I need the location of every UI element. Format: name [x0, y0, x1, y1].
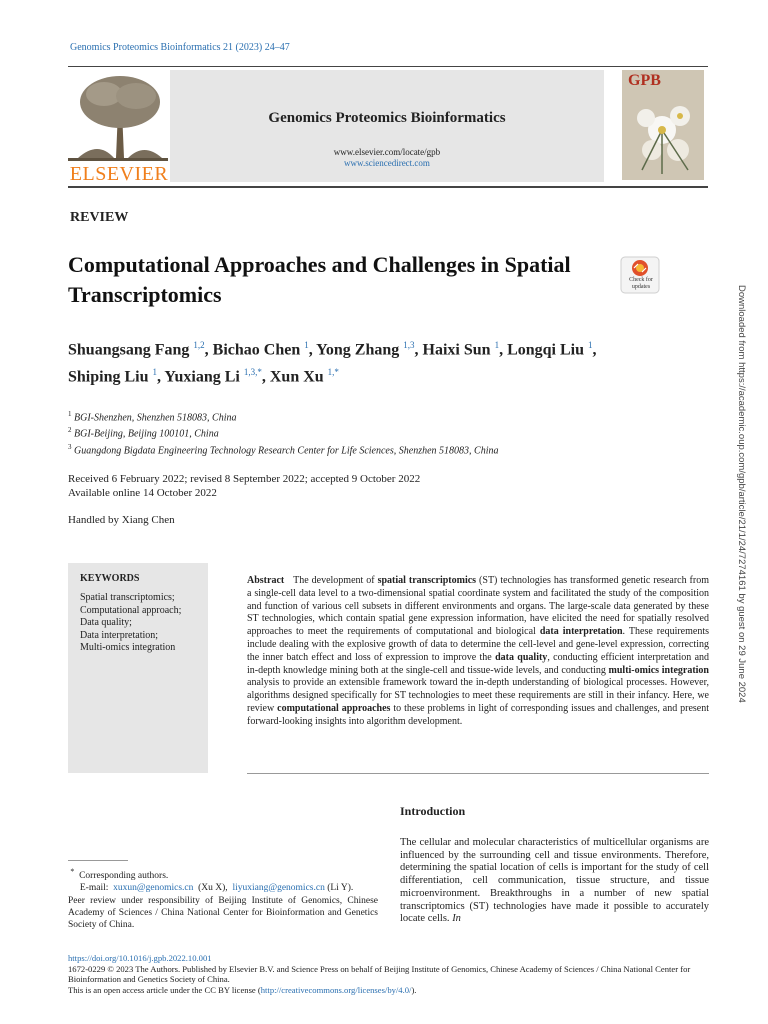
author-affiliation-ref[interactable]: 1,2 [193, 340, 205, 350]
received-dates: Received 6 February 2022; revised 8 September 2022; accepted 9 October 2022 [68, 473, 421, 485]
keyword-item: Data quality; [80, 617, 132, 628]
keyword-item: Spatial transcriptomics; [80, 592, 175, 603]
abstract-text: The development of [293, 575, 375, 586]
corresponding-note [68, 866, 378, 882]
author-name: Bichao Chen [212, 341, 301, 359]
author-affiliation-ref[interactable]: 1 [304, 340, 309, 350]
license-link[interactable]: http://creativecommons.org/licenses/by/4.0/ [260, 984, 412, 995]
author-affiliation-ref[interactable]: 1,3 [403, 340, 415, 350]
keyword-item: Multi-omics integration [80, 642, 176, 653]
abstract-text: to these problems in light of corresponding issues and challenges, and present forward-looking insights into algorithm development. [247, 702, 710, 727]
abstract-keyword: spatial transcriptomics [377, 575, 477, 586]
abstract-label: Abstract [247, 575, 285, 586]
footnote-marker: * [70, 867, 75, 876]
sciencedirect-link[interactable]: www.sciencedirect.com [344, 158, 430, 168]
footnote [68, 866, 378, 932]
copyright-block [68, 953, 708, 995]
download-watermark [733, 285, 749, 755]
author-affiliation-ref[interactable]: 1 [494, 340, 500, 350]
abstract-text: (ST) technologies has transformed genetic research from a single-cell data level to a two-dimensional spatial coordinate system and facilitated the study of the composition and function of various cell subsets in different environments and organs. The large-scale data generated by these ST technologies, which contain spatial gene expression information, have elicited the need for spatially resolved approaches to meet the requirements of computational and biological [247, 575, 709, 638]
author-name: Shuangsang Fang [68, 341, 190, 359]
author-name: Haixi Sun [422, 341, 491, 359]
available-online-date: Available online 14 October 2022 [68, 487, 217, 499]
author-name: Yuxiang Li [164, 368, 240, 386]
abstract-text: , conducting efficient interpretation and in-depth knowledge mining both at the single-cell and tissue-wide levels, and conducting [247, 651, 710, 676]
author-list: Shuangsang Fang $^{1,2}$, Bichao Chen $^1$, Yong Zhang $^{1,3}$, Haixi Sun $^1$, Longqi Liu $^1$, Shiping Liu $^1$, Yuxiang Li $^{1,3,*}$, Xun Xu $^{1,*}$ [68, 340, 597, 386]
email-owner: (Li Y). [327, 883, 354, 894]
license-line [68, 985, 708, 996]
keyword-item: Data interpretation; [80, 629, 159, 641]
abstract-text: . These requirements include dealing with the explosive growth of data to determine the cell-level and gene-level expression, correcting the inner batch effect and loss of expression to improve the [247, 626, 709, 663]
keywords-list [80, 592, 181, 655]
author-name: Xun Xu [269, 368, 324, 386]
license-text-end: ). [411, 984, 417, 995]
introduction-text: The cellular and molecular characteristics of multicellular organisms are influenced by the surrounding cell and tissue environments. Therefore, determining the spatial location of cells is important for the study of cell differentiation, cell communication, tissue structure, and tissue microenvironment. Breakthroughs in a number of new spatial transcriptomics (ST) technologies have made it possible to accurately locate cells. [400, 837, 709, 925]
author-affiliation-ref[interactable]: 1 [588, 340, 593, 350]
top-rule [68, 66, 708, 67]
author-affiliation-ref[interactable]: 1,3,* [243, 367, 262, 378]
abstract-rule [247, 773, 709, 774]
affiliation [68, 408, 708, 424]
elsevier-wordmark: ELSEVIER [69, 163, 169, 185]
license-text: This is an open access article under the CC BY license ( [68, 984, 261, 995]
abstract [247, 575, 709, 729]
author-affiliation-ref[interactable]: 1 [152, 367, 157, 378]
journal-reference[interactable]: Genomics Proteomics Bioinformatics 21 (2023) 24–47 [70, 42, 290, 53]
affiliations [68, 408, 708, 457]
download-watermark-text: Downloaded from https://academic.oup.com/gpb/article/21/1/24/7274161 by guest on 29 June 2024 [736, 285, 747, 703]
affiliation-text: BGI-Beijing, Beijing 100101, China [74, 428, 219, 440]
author-name: Shiping Liu [68, 368, 149, 386]
abstract-keyword: data quality [495, 651, 548, 663]
check-for-updates-label[interactable]: Check for updates [629, 277, 653, 290]
author-affiliation-ref[interactable]: 1,* [327, 367, 339, 378]
affiliation-number: 3 [68, 442, 72, 451]
abstract-text: analysis to provide an extensible framework toward the in-depth understanding of biological processes. However, algorithms designed specifically for ST technologies to meet these requirements are still in their infancy. Here, we review [247, 677, 709, 714]
introduction-heading: Introduction [400, 804, 466, 818]
peer-review-note: Peer review under responsibility of Beijing Institute of Genomics, Chinese Academy of Sciences / China National Center for Bioinformation and Genetics Society of China. [68, 895, 378, 931]
affiliation-text: BGI-Shenzhen, Shenzhen 518083, China [74, 412, 237, 424]
introduction-trailing-word: In [452, 913, 461, 925]
article-title: Computational Approaches and Challenges in Spatial Transcriptomics [68, 252, 571, 307]
email-label: E-mail: [79, 883, 109, 894]
corresponding-label: Corresponding authors. [79, 871, 169, 882]
email-line [68, 882, 378, 894]
affiliation [68, 424, 708, 440]
introduction-paragraph [400, 837, 709, 926]
doi-link[interactable]: https://doi.org/10.1016/j.gpb.2022.10.001 [68, 953, 212, 963]
abstract-keyword: computational approaches [277, 702, 391, 714]
cover-title: GPB [628, 72, 661, 89]
email-owner: (Xu X), [198, 883, 228, 894]
article-dates [68, 472, 420, 500]
email-link[interactable]: liyuxiang@genomics.cn [232, 883, 325, 894]
keyword-item: Computational approach; [80, 604, 182, 616]
handling-editor: Handled by Xiang Chen [68, 514, 175, 526]
header-rule [68, 186, 708, 188]
article-type: REVIEW [70, 210, 129, 225]
affiliation-number: 1 [68, 410, 72, 418]
journal-name: Genomics Proteomics Bioinformatics [268, 110, 506, 126]
keywords-heading: KEYWORDS [80, 573, 140, 584]
journal-url[interactable]: www.elsevier.com/locate/gpb [333, 147, 441, 157]
affiliation-number: 2 [68, 426, 72, 435]
copyright-text: 1672-0229 © 2023 The Authors. Published by Elsevier B.V. and Science Press on behalf of Beijing Institute of Genomics, Chinese Academy of Sciences / China National Center for Bioinformation and Genetics Society of China. [68, 963, 691, 984]
author-name: Yong Zhang [316, 341, 400, 359]
affiliation-text: Guangdong Bigdata Engineering Technology Research Center for Life Sciences, Shenzhen 518083, China [74, 444, 499, 456]
affiliation [68, 441, 708, 457]
abstract-keyword: data interpretation [539, 626, 623, 638]
author-name: Longqi Liu [507, 341, 584, 359]
email-link[interactable]: xuxun@genomics.cn [113, 883, 194, 894]
abstract-keyword: multi-omics integration [608, 664, 709, 676]
footnote-rule [68, 860, 128, 861]
